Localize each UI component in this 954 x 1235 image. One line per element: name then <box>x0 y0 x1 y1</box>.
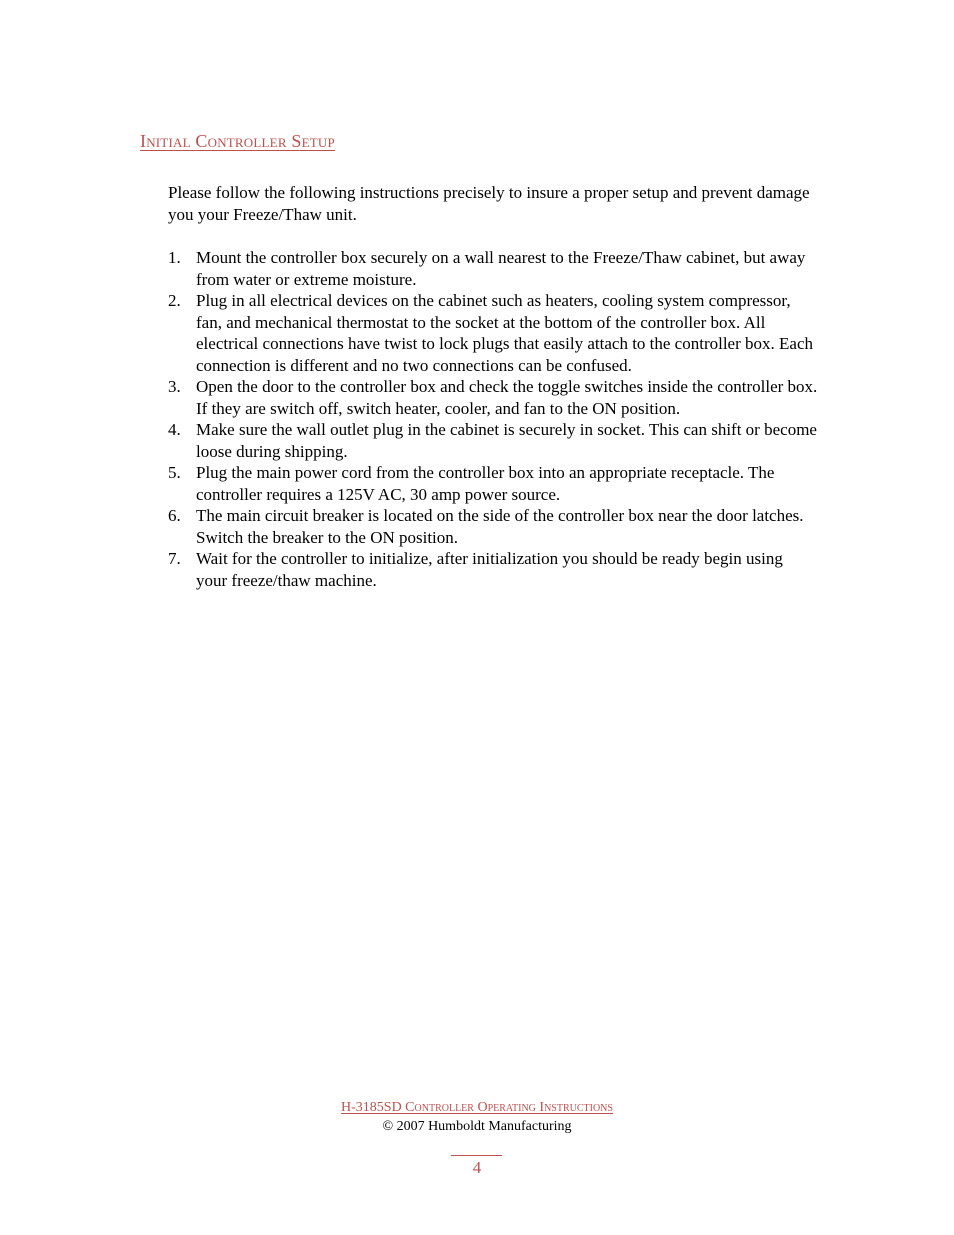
footer-copyright: © 2007 Humboldt Manufacturing <box>382 1119 572 1134</box>
step-text: The main circuit breaker is located on the side of the controller box near the door latches. Switch the breaker to the ON position. <box>196 506 804 547</box>
setup-step <box>168 247 818 290</box>
step-text: Make sure the wall outlet plug in the cabinet is securely in socket. This can shift or become loose during shipping. <box>196 420 817 461</box>
page-number-rule <box>451 1155 502 1156</box>
step-number: 2. <box>168 291 181 310</box>
step-number: 4. <box>168 420 181 439</box>
page-number: 4 <box>472 1158 482 1177</box>
footer-document-title <box>0 1100 954 1116</box>
step-text: Wait for the controller to initialize, after initialization you should be ready begin using your freeze/thaw machine. <box>196 549 783 590</box>
step-number: 7. <box>168 549 181 568</box>
step-number: 3. <box>168 377 181 396</box>
setup-step <box>168 548 818 591</box>
step-number: 6. <box>168 506 181 525</box>
step-number: 1. <box>168 248 181 267</box>
setup-step <box>168 462 818 505</box>
step-text: Plug in all electrical devices on the cabinet such as heaters, cooling system compressor, fan, and mechanical thermostat to the socket at the bottom of the controller box. All electrical connections have twist to lock plugs that easily attach to the controller box. Each connection is different and no two connections can be confused. <box>196 291 813 375</box>
step-text: Plug the main power cord from the controller box into an appropriate receptacle. The controller requires a 125V AC, 30 amp power source. <box>196 463 775 504</box>
step-text: Mount the controller box securely on a wall nearest to the Freeze/Thaw cabinet, but away from water or extreme moisture. <box>196 248 806 289</box>
step-text: Open the door to the controller box and check the toggle switches inside the controller box. If they are switch off, switch heater, cooler, and fan to the ON position. <box>196 377 818 418</box>
section-heading: Initial Controller Setup <box>140 131 335 151</box>
setup-step <box>168 376 818 419</box>
step-number: 5. <box>168 463 181 482</box>
setup-step <box>168 290 818 376</box>
setup-step <box>168 505 818 548</box>
footer-title-text: H-3185SD Controller Operating Instructions <box>341 1100 613 1115</box>
setup-steps-list <box>168 247 818 591</box>
intro-paragraph: Please follow the following instructions precisely to insure a proper setup and prevent damage you your Freeze/Thaw unit. <box>168 183 810 224</box>
setup-step <box>168 419 818 462</box>
